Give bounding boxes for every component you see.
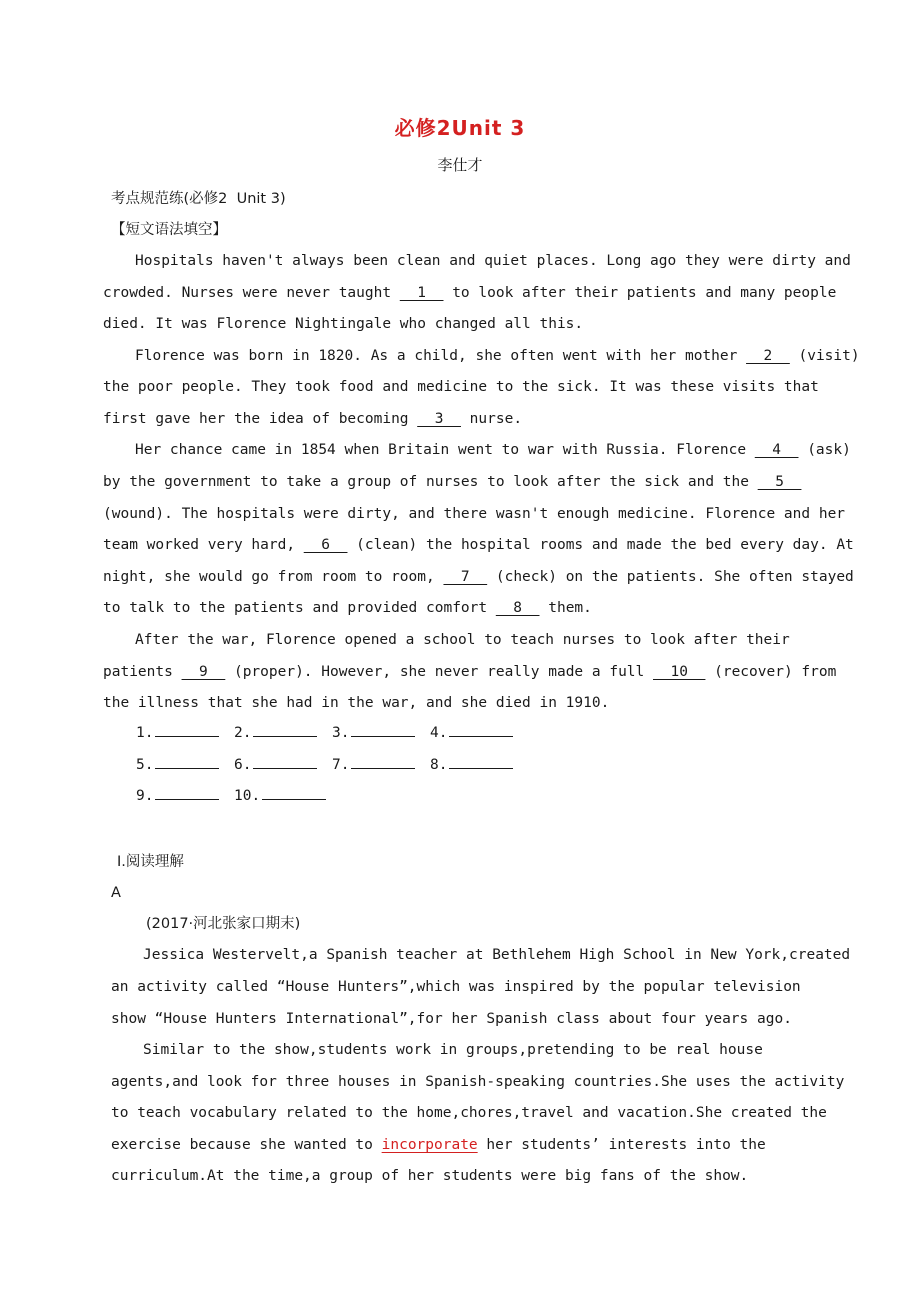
text-segment: by the government to take a group of nurses to look after the sick and the bbox=[103, 474, 758, 490]
text-segment: patients bbox=[103, 664, 182, 680]
answer-number: 7. bbox=[332, 757, 350, 773]
passage-line: Hospitals haven't always been clean and quiet places. Long ago they were dirty and bbox=[135, 253, 851, 269]
answer-row bbox=[136, 788, 332, 804]
answer-slot[interactable] bbox=[234, 725, 332, 741]
passage-line bbox=[111, 1137, 811, 1153]
answer-slot[interactable] bbox=[234, 788, 332, 804]
passage-line bbox=[103, 569, 854, 585]
answer-number: 6. bbox=[234, 757, 252, 773]
passage-line bbox=[103, 442, 851, 458]
answer-number: 1. bbox=[136, 725, 154, 741]
author-name: 李仕才 bbox=[437, 156, 483, 174]
answer-number: 8. bbox=[430, 757, 448, 773]
blank-9: __9__ bbox=[181, 664, 226, 680]
passage-line bbox=[103, 474, 813, 490]
text-segment: (proper). However, she never really made a full bbox=[225, 664, 653, 680]
answer-slot[interactable] bbox=[430, 725, 528, 741]
text-segment: Florence was born in 1820. As a child, she often went with her mother bbox=[135, 348, 747, 364]
answer-slot[interactable] bbox=[430, 757, 528, 773]
passage-line: (wound). The hospitals were dirty, and there wasn't enough medicine. Florence and her bbox=[103, 506, 846, 522]
section-heading-grammar: 【短文语法填空】 bbox=[111, 222, 227, 238]
answer-number: 5. bbox=[136, 757, 154, 773]
answer-number: 9. bbox=[136, 788, 154, 804]
text-segment: her students’ interests into the bbox=[477, 1137, 766, 1153]
blank-3: __3__ bbox=[417, 411, 461, 427]
passage-line: Similar to the show,students work in groups,pretending to be real house bbox=[143, 1042, 763, 1058]
answer-line bbox=[262, 789, 326, 800]
answer-number: 4. bbox=[430, 725, 448, 741]
blank-2: __2__ bbox=[746, 348, 790, 364]
answer-number: 10. bbox=[234, 788, 261, 804]
passage-line: an activity called “House Hunters”,which was inspired by the popular television bbox=[111, 979, 801, 995]
passage-line bbox=[103, 411, 813, 427]
text-segment: exercise because she wanted to bbox=[111, 1137, 382, 1153]
answer-line bbox=[351, 726, 415, 737]
passage-line: to teach vocabulary related to the home,chores,travel and vacation.She created the bbox=[111, 1105, 827, 1121]
text-segment: first gave her the idea of becoming bbox=[103, 411, 418, 427]
passage-line: died. It was Florence Nightingale who changed all this. bbox=[103, 316, 584, 332]
source-note: (2017·河北张家口期末) bbox=[146, 916, 301, 932]
passage-line bbox=[103, 664, 837, 680]
text-segment: them. bbox=[539, 600, 592, 616]
text-segment: to look after their patients and many people bbox=[443, 285, 837, 301]
answer-slot[interactable] bbox=[136, 788, 234, 804]
blank-8: __8__ bbox=[495, 600, 540, 616]
blank-4: __4__ bbox=[754, 442, 799, 458]
blank-7: __7__ bbox=[443, 569, 488, 585]
text-segment: (ask) bbox=[798, 442, 851, 458]
text-segment: team worked very hard, bbox=[103, 537, 304, 553]
answer-line bbox=[449, 726, 513, 737]
answer-row bbox=[136, 725, 528, 741]
answer-slot[interactable] bbox=[332, 757, 430, 773]
blank-10: __10__ bbox=[653, 664, 706, 680]
answer-line bbox=[253, 758, 317, 769]
answer-slot[interactable] bbox=[136, 757, 234, 773]
answer-line bbox=[155, 789, 219, 800]
text-segment: (clean) the hospital rooms and made the bed every day. At bbox=[347, 537, 854, 553]
text-segment: (check) on the patients. She often stayed bbox=[487, 569, 854, 585]
answer-line bbox=[449, 758, 513, 769]
passage-line: the poor people. They took food and medicine to the sick. It was these visits that bbox=[103, 379, 819, 395]
answer-line bbox=[155, 758, 219, 769]
text-segment: (recover) from bbox=[705, 664, 837, 680]
passage-line: After the war, Florence opened a school to teach nurses to look after their bbox=[135, 632, 790, 648]
text-segment: night, she would go from room to room, bbox=[103, 569, 444, 585]
section-heading-reading: Ⅰ.阅读理解 bbox=[117, 854, 184, 870]
passage-line: show “House Hunters International”,for her Spanish class about four years ago. bbox=[111, 1011, 792, 1027]
answer-line bbox=[253, 726, 317, 737]
answer-slot[interactable] bbox=[332, 725, 430, 741]
answer-slot[interactable] bbox=[136, 725, 234, 741]
vocab-link-incorporate[interactable]: incorporate bbox=[381, 1137, 478, 1153]
passage-line bbox=[103, 600, 813, 616]
blank-6: __6__ bbox=[303, 537, 348, 553]
document-title: 必修2Unit 3 bbox=[394, 116, 526, 140]
passage-line bbox=[103, 348, 860, 364]
answer-row bbox=[136, 757, 528, 773]
answer-line bbox=[155, 726, 219, 737]
part-label: A bbox=[111, 885, 121, 901]
answer-number: 2. bbox=[234, 725, 252, 741]
blank-1: __1__ bbox=[399, 285, 444, 301]
passage-line: curriculum.At the time,a group of her students were big fans of the show. bbox=[111, 1168, 749, 1184]
passage-line: agents,and look for three houses in Spanish-speaking countries.She uses the activity bbox=[111, 1074, 845, 1090]
exercise-subtitle: 考点规范练(必修2 Unit 3) bbox=[111, 191, 286, 207]
passage-line bbox=[103, 537, 854, 553]
blank-5: __5__ bbox=[757, 474, 802, 490]
text-segment: crowded. Nurses were never taught bbox=[103, 285, 400, 301]
passage-line bbox=[103, 285, 837, 301]
text-segment: (visit) bbox=[789, 348, 860, 364]
answer-slot[interactable] bbox=[234, 757, 332, 773]
answer-line bbox=[351, 758, 415, 769]
answer-number: 3. bbox=[332, 725, 350, 741]
passage-line: the illness that she had in the war, and she died in 1910. bbox=[103, 695, 610, 711]
text-segment: nurse. bbox=[460, 411, 523, 427]
text-segment: to talk to the patients and provided comfort bbox=[103, 600, 496, 616]
text-segment: Her chance came in 1854 when Britain went to war with Russia. Florence bbox=[135, 442, 755, 458]
passage-line: Jessica Westervelt,a Spanish teacher at Bethlehem High School in New York,created bbox=[143, 947, 851, 963]
